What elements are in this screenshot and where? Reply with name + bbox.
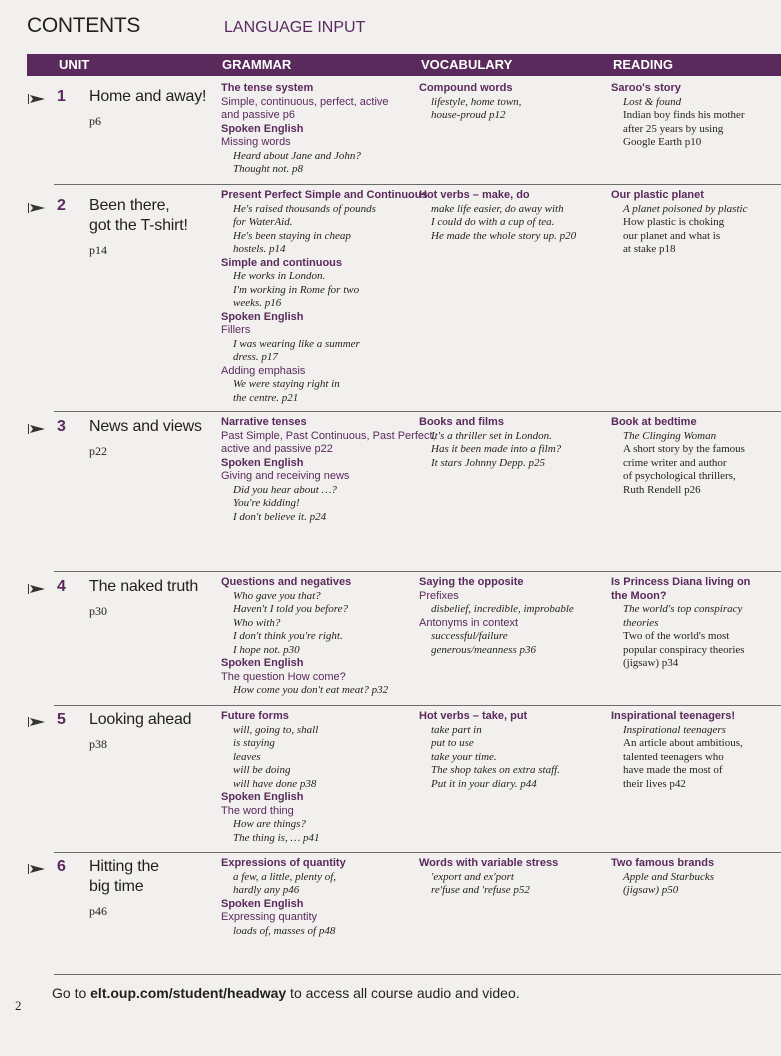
grammar-line: The question How come?	[221, 670, 346, 683]
unit-page: p6	[89, 114, 101, 128]
unit-title-line: Been there,	[89, 197, 170, 214]
grammar-line: hostels. p14	[233, 243, 286, 255]
grammar-line: He's raised thousands of pounds	[233, 202, 376, 215]
unit-title	[89, 710, 214, 730]
vocabulary-line: Has it been made into a film?	[431, 443, 562, 455]
reading-cell	[611, 416, 745, 497]
reading-line: our planet and what is	[623, 229, 721, 242]
reading-line: A planet poisoned by plastic	[623, 202, 748, 215]
vocabulary-line: lifestyle, home town,	[431, 95, 522, 108]
vocabulary-cell	[419, 416, 561, 470]
reading-line: Book at bedtime	[611, 416, 697, 428]
vocabulary-line: take your time.	[431, 750, 497, 763]
vocabulary-line: take part in	[431, 723, 482, 736]
unit-title	[89, 577, 214, 597]
grammar-line: Who gave you that?	[233, 589, 321, 602]
vocabulary-line: successful/failure	[431, 630, 508, 642]
reading-line: after 25 years by using	[623, 122, 724, 135]
reading-line: Is Princess Diana living on	[611, 576, 751, 588]
grammar-cell	[221, 576, 388, 698]
reading-line: Google Earth p10	[623, 136, 702, 148]
grammar-line: will, going to, shall	[233, 723, 319, 736]
grammar-line: Questions and negatives	[221, 576, 352, 588]
grammar-line: weeks. p16	[233, 297, 282, 309]
reading-line: An article about ambitious,	[623, 737, 743, 749]
grammar-line: Fillers	[221, 324, 251, 336]
row-divider	[54, 705, 781, 706]
grammar-cell	[221, 857, 346, 938]
grammar-line: will be doing	[233, 764, 291, 776]
reading-line: Inspirational teenagers!	[611, 710, 736, 722]
reading-line: Our plastic planet	[611, 189, 704, 201]
footer-suffix: to access all course audio and video.	[286, 985, 520, 1001]
grammar-line: active and passive p22	[221, 443, 333, 455]
section-title: LANGUAGE INPUT	[224, 19, 366, 36]
grammar-line: Who with?	[233, 616, 281, 629]
grammar-cell	[221, 82, 389, 177]
unit-title	[89, 417, 214, 437]
grammar-line: Heard about Jane and John?	[233, 149, 361, 162]
reading-line: The world's top conspiracy	[623, 603, 743, 615]
unit-title-line: got the T-shirt!	[89, 217, 188, 234]
vocabulary-line: put to use	[431, 737, 474, 749]
grammar-line: Expressing quantity	[221, 911, 317, 923]
reading-line: Apple and Starbucks	[623, 870, 715, 883]
grammar-line: I don't believe it. p24	[233, 510, 327, 523]
grammar-line: How come you don't eat meat? p32	[233, 684, 389, 696]
reading-line: Indian boy finds his mother	[623, 109, 745, 121]
row-divider	[54, 852, 781, 853]
reading-line: the Moon?	[611, 589, 667, 602]
grammar-line: Adding emphasis	[221, 364, 306, 377]
reading-line: have made the most of	[623, 764, 723, 776]
unit-number: 1	[57, 88, 66, 105]
reading-line: Lost & found	[623, 95, 682, 108]
unit-title-line: big time	[89, 878, 144, 895]
footer-link[interactable]: elt.oup.com/student/headway	[90, 985, 287, 1001]
vocabulary-line: disbelief, incredible, improbable	[431, 603, 574, 615]
unit-number: 3	[57, 418, 66, 435]
unit-page: p30	[89, 604, 107, 618]
vocabulary-line: Hot verbs – make, do	[419, 189, 530, 201]
grammar-line: Spoken English	[221, 791, 304, 803]
column-header-reading: READING	[613, 57, 673, 72]
reading-cell	[611, 576, 750, 671]
grammar-line: You're kidding!	[233, 497, 300, 509]
grammar-line: Past Simple, Past Continuous, Past Perfect,	[221, 429, 436, 442]
grammar-line: a few, a little, plenty of,	[233, 870, 337, 883]
reading-line: their lives p42	[623, 777, 686, 790]
grammar-line: Spoken English	[221, 122, 304, 135]
grammar-line: Did you hear about …?	[233, 483, 337, 496]
column-header-vocabulary: VOCABULARY	[421, 57, 513, 72]
grammar-line: for WaterAid.	[233, 216, 293, 228]
reading-line: theories	[623, 616, 659, 629]
pointer-arrow-icon	[27, 861, 47, 877]
unit-page: p38	[89, 737, 107, 751]
vocabulary-cell	[419, 82, 521, 123]
unit-title-line: Home and away!	[89, 88, 207, 105]
unit-page: p46	[89, 904, 107, 918]
grammar-line: Spoken English	[221, 897, 304, 910]
grammar-line: Thought not. p8	[233, 163, 303, 175]
grammar-line: I hope not. p30	[233, 643, 300, 656]
pointer-arrow-icon	[27, 581, 47, 597]
row-divider	[54, 411, 781, 412]
grammar-line: The thing is, … p41	[233, 831, 320, 844]
vocabulary-cell	[419, 576, 574, 657]
unit-number: 4	[57, 578, 66, 595]
pointer-arrow-icon	[27, 714, 47, 730]
unit-number: 6	[57, 858, 66, 875]
vocabulary-cell	[419, 857, 558, 898]
vocabulary-line: Saying the opposite	[419, 576, 524, 588]
grammar-line: Spoken English	[221, 456, 304, 469]
reading-line: (jigsaw) p34	[623, 657, 679, 669]
grammar-line: How are things?	[233, 818, 306, 830]
reading-line: Ruth Rendell p26	[623, 483, 701, 496]
vocabulary-cell	[419, 189, 576, 243]
unit-number: 5	[57, 711, 66, 728]
grammar-line: Narrative tenses	[221, 416, 307, 428]
grammar-line: and passive p6	[221, 109, 295, 121]
vocabulary-line: Books and films	[419, 416, 504, 428]
vocabulary-line: I could do with a cup of tea.	[431, 216, 555, 228]
reading-line: (jigsaw) p50	[623, 884, 679, 896]
vocabulary-line: Antonyms in context	[419, 616, 519, 629]
grammar-line: I don't think you're right.	[233, 630, 343, 642]
vocabulary-line: It stars Johnny Depp. p25	[431, 456, 545, 469]
reading-line: of psychological thrillers,	[623, 470, 736, 482]
grammar-line: The word thing	[221, 804, 294, 817]
pointer-arrow-icon	[27, 421, 47, 437]
unit-title	[89, 87, 214, 107]
reading-line: A short story by the famous	[623, 443, 745, 455]
vocabulary-line: It's a thriller set in London.	[431, 429, 552, 442]
grammar-line: Simple and continuous	[221, 256, 343, 269]
grammar-line: Spoken English	[221, 657, 304, 669]
reading-line: talented teenagers who	[623, 750, 724, 763]
reading-line: How plastic is choking	[623, 216, 725, 228]
grammar-line: Simple, continuous, perfect, active	[221, 95, 389, 108]
vocabulary-line: The shop takes on extra staff.	[431, 764, 560, 776]
vocabulary-line: 'export and ex'port	[431, 870, 514, 883]
reading-cell	[611, 189, 747, 257]
unit-number: 2	[57, 197, 66, 214]
vocabulary-line: re'fuse and 'refuse p52	[431, 884, 530, 896]
grammar-line: dress. p17	[233, 351, 278, 363]
page-title: CONTENTS	[27, 14, 141, 37]
column-header-unit: UNIT	[59, 57, 90, 72]
column-header-bar	[27, 54, 781, 76]
reading-line: Saroo's story	[611, 82, 681, 94]
vocabulary-line: generous/meanness p36	[431, 643, 536, 656]
grammar-line: Present Perfect Simple and Continuous	[221, 189, 428, 201]
unit-title	[89, 857, 214, 897]
grammar-line: Haven't I told you before?	[233, 603, 348, 615]
grammar-line: will have done p38	[233, 777, 317, 790]
grammar-line: is staying	[233, 737, 275, 749]
vocabulary-line: Prefixes	[419, 589, 459, 602]
reading-line: crime writer and author	[623, 456, 727, 469]
grammar-line: Giving and receiving news	[221, 470, 350, 482]
grammar-line: hardly any p46	[233, 884, 300, 896]
footer-prefix: Go to	[52, 985, 91, 1001]
vocabulary-line: make life easier, do away with	[431, 202, 564, 215]
grammar-line: loads of, masses of p48	[233, 924, 336, 937]
unit-page: p14	[89, 243, 107, 257]
grammar-cell	[221, 189, 428, 405]
reading-cell	[611, 857, 714, 898]
reading-line: Two of the world's most	[623, 630, 730, 642]
unit-page: p22	[89, 444, 107, 458]
vocabulary-cell	[419, 710, 560, 791]
grammar-line: Future forms	[221, 710, 289, 722]
grammar-line: I was wearing like a summer	[233, 337, 360, 350]
unit-title-line: News and views	[89, 418, 202, 435]
bottom-rule	[54, 974, 781, 975]
grammar-line: He works in London.	[233, 270, 326, 282]
vocabulary-line: Compound words	[419, 82, 513, 94]
pointer-arrow-icon	[27, 200, 47, 216]
grammar-line: leaves	[233, 750, 261, 763]
column-header-grammar: GRAMMAR	[222, 57, 292, 72]
vocabulary-line: Hot verbs – take, put	[419, 710, 528, 722]
pointer-arrow-icon	[27, 91, 47, 107]
unit-title-line: The naked truth	[89, 578, 199, 595]
grammar-cell	[221, 710, 319, 845]
unit-title-line: Looking ahead	[89, 711, 192, 728]
grammar-line: Spoken English	[221, 310, 304, 323]
reading-line: The Clinging Woman	[623, 429, 717, 442]
reading-cell	[611, 710, 743, 791]
vocabulary-line: house-proud p12	[431, 109, 506, 121]
reading-cell	[611, 82, 745, 150]
reading-line: Two famous brands	[611, 857, 715, 869]
grammar-line: I'm working in Rome for two	[233, 283, 360, 296]
footer-note	[52, 985, 520, 1001]
grammar-line: We were staying right in	[233, 378, 340, 390]
grammar-line: He's been staying in cheap	[233, 229, 351, 242]
vocabulary-line: He made the whole story up. p20	[431, 229, 577, 242]
page-number: 2	[15, 998, 22, 1013]
vocabulary-line: Put it in your diary. p44	[431, 777, 537, 790]
grammar-line: The tense system	[221, 82, 314, 94]
grammar-line: Expressions of quantity	[221, 857, 346, 869]
row-divider	[54, 571, 781, 572]
vocabulary-line: Words with variable stress	[419, 857, 559, 869]
grammar-line: Missing words	[221, 136, 291, 148]
row-divider	[54, 184, 781, 185]
reading-line: popular conspiracy theories	[623, 643, 745, 656]
reading-line: Inspirational teenagers	[623, 723, 726, 736]
reading-line: at stake p18	[623, 243, 676, 255]
grammar-line: the centre. p21	[233, 391, 299, 404]
unit-title-line: Hitting the	[89, 858, 159, 875]
unit-title	[89, 196, 214, 236]
grammar-cell	[221, 416, 436, 524]
